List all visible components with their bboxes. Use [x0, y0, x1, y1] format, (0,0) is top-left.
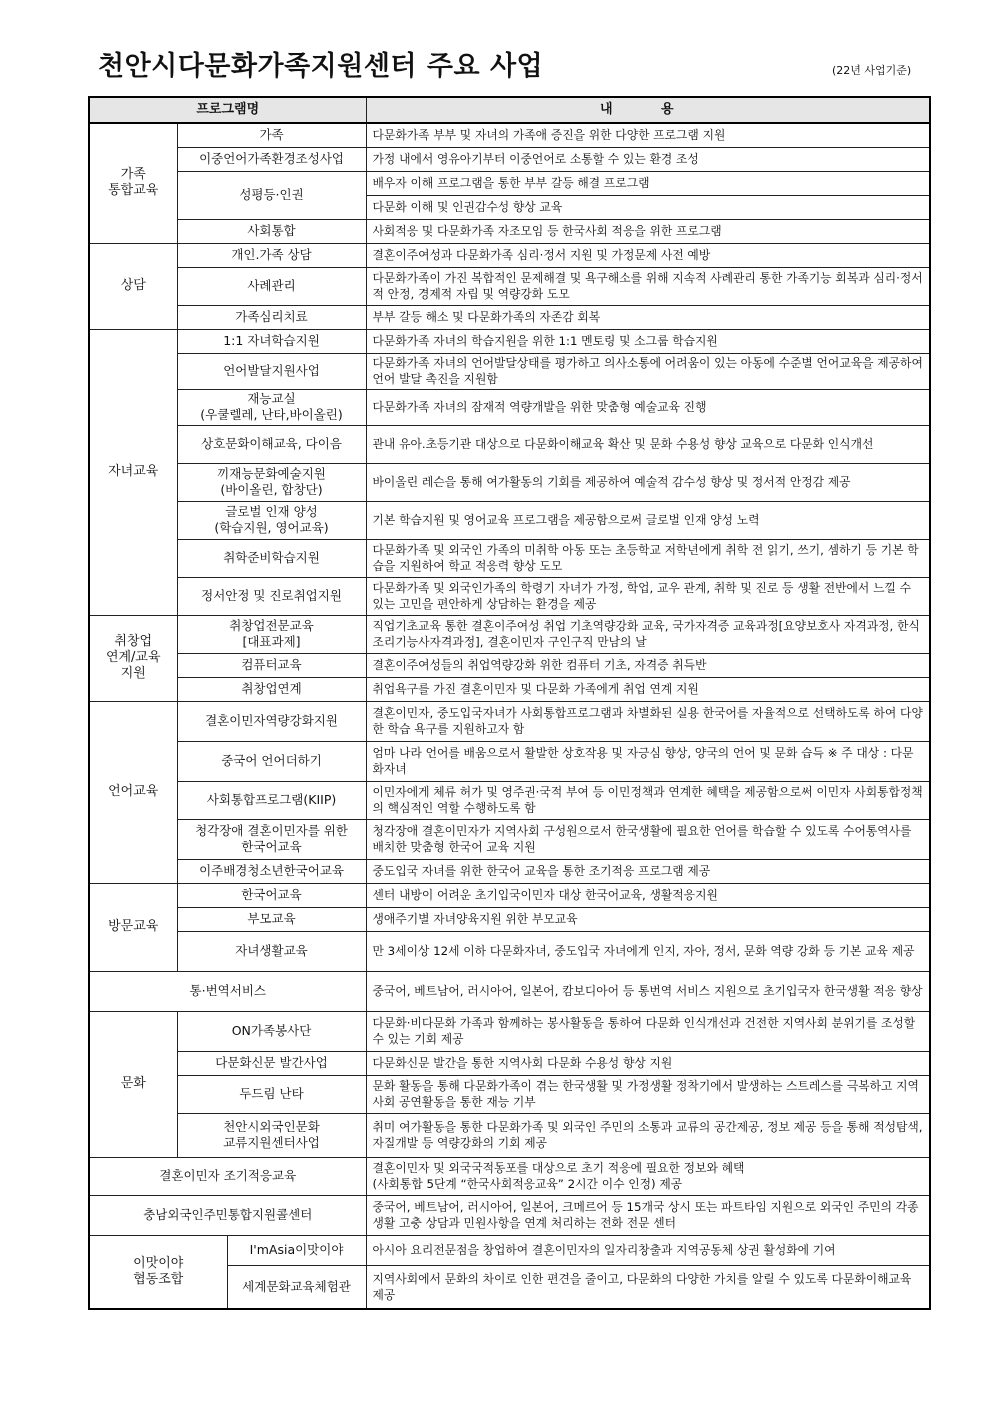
table-row: [89, 701, 930, 741]
program-description: 청각장애 결혼이민자가 지역사회 구성원으로서 한국생활에 필요한 언어를 학습할 수 있도록 수어통역사를 배치한 맞춤형 한국어 교육 지원: [366, 819, 930, 859]
program-name: 언어발달지원사업: [177, 353, 366, 389]
program-description: 중국어, 베트남어, 러시아어, 일본어, 캄보디아어 등 통번역 서비스 지원으로 초기입국자 한국생활 적응 향상: [366, 971, 930, 1011]
program-name: 성평등·인권: [177, 171, 366, 219]
program-description: 다문화가족 자녀의 언어발달상태를 평가하고 의사소통에 어려움이 있는 아동에 수준별 언어교육을 제공하여 언어 발달 촉진을 지원함: [366, 353, 930, 389]
table-row: [89, 305, 930, 329]
category-cell: 이맛이야 협동조합: [89, 1235, 227, 1309]
table-row: [89, 219, 930, 243]
program-description: 생애주기별 자녀양육지원 위한 부모교육: [366, 907, 930, 931]
program-name: 상호문화이해교육, 다이음: [177, 425, 366, 463]
table-row: [89, 243, 930, 267]
program-description: 다문화가족이 가진 복합적인 문제해결 및 욕구해소를 위해 지속적 사례관리 통한 가족기능 회복과 심리·정서적 안정, 경제적 자립 및 역량강화 도모: [366, 267, 930, 305]
program-table: [88, 96, 931, 1310]
category-cell: 가족 통합교육: [89, 123, 177, 243]
program-description: 다문화·비다문화 가족과 함께하는 봉사활동을 통하여 다문화 인식개선과 건전한 지역사회 분위기를 조성할 수 있는 기회 제공: [366, 1011, 930, 1051]
program-name: 1:1 자녀학습지원: [177, 329, 366, 353]
table-body: [89, 123, 930, 1309]
table-row: [89, 539, 930, 577]
program-name: ON가족봉사단: [177, 1011, 366, 1051]
program-description: 부부 갈등 해소 및 다문화가족의 자존감 회복: [366, 305, 930, 329]
header-program: 프로그램명: [89, 97, 366, 123]
program-description: 이민자에게 체류 허가 및 영주권·국적 부여 등 이민정책과 연계한 혜택을 제공함으로써 이민자 사회통합정책의 핵심적인 역할 수행하도록 함: [366, 781, 930, 819]
program-description: 엄마 나라 언어를 배움으로서 활발한 상호작용 및 자긍심 향상, 양국의 언어 및 문화 습득 ※ 주 대상 : 다문화자녀: [366, 741, 930, 781]
program-description: 다문화 이해 및 인권감수성 향상 교육: [366, 195, 930, 219]
program-name: 컴퓨터교육: [177, 653, 366, 677]
program-name: 끼재능문화예술지원 (바이올린, 합창단): [177, 463, 366, 501]
program-description: 바이올린 레슨을 통해 여가활동의 기회를 제공하여 예술적 감수성 향상 및 정서적 안정감 제공: [366, 463, 930, 501]
program-description: 다문화가족 자녀의 학습지원을 위한 1:1 멘토링 및 소그룹 학습지원: [366, 329, 930, 353]
program-description: 직업기초교육 통한 결혼이주여성 취업 기초역량강화 교육, 국가자격증 교육과정[요양보호사 자격과정, 한식조리기능사자격과정], 결혼이민자 구인구직 만남의 날: [366, 615, 930, 653]
program-description: 결혼이주여성들의 취업역량강화 위한 컴퓨터 기초, 자격증 취득반: [366, 653, 930, 677]
table-row: [89, 1235, 930, 1265]
program-description: 취미 여가활동을 통한 다문화가족 및 외국인 주민의 소통과 교류의 공간제공, 정보 제공 등을 통해 적성탐색, 자질개발 등 역량강화의 기회 제공: [366, 1113, 930, 1157]
table-row: [89, 931, 930, 971]
table-row: [89, 389, 930, 425]
program-name: 자녀생활교육: [177, 931, 366, 971]
program-description: 다문화신문 발간을 통한 지역사회 다문화 수용성 향상 지원: [366, 1051, 930, 1075]
table-header-row: [89, 97, 930, 123]
table-row: [89, 501, 930, 539]
basis-note: (22년 사업기준): [832, 64, 912, 77]
table-row: [89, 329, 930, 353]
program-name: 결혼이민자 조기적응교육: [89, 1157, 366, 1195]
table-row: [89, 147, 930, 171]
program-name: 취창업전문교육 [대표과제]: [177, 615, 366, 653]
program-description: 다문화가족 부부 및 자녀의 가족애 증진을 위한 다양한 프로그램 지원: [366, 123, 930, 147]
program-name: 한국어교육: [177, 883, 366, 907]
category-cell: 방문교육: [89, 883, 177, 971]
program-description: 배우자 이해 프로그램을 통한 부부 갈등 해결 프로그램: [366, 171, 930, 195]
program-name: 다문화신문 발간사업: [177, 1051, 366, 1075]
table-row: [89, 615, 930, 653]
program-name: 사례관리: [177, 267, 366, 305]
program-name: 청각장애 결혼이민자를 위한 한국어교육: [177, 819, 366, 859]
table-row: [89, 1157, 930, 1195]
program-name: 취학준비학습지원: [177, 539, 366, 577]
program-name: 결혼이민자역량강화지원: [177, 701, 366, 741]
program-description: 만 3세이상 12세 이하 다문화자녀, 중도입국 자녀에게 인지, 자아, 정서, 문화 역량 강화 등 기본 교육 제공: [366, 931, 930, 971]
table-row: [89, 267, 930, 305]
category-cell: 상담: [89, 243, 177, 329]
header-content: 내 용: [366, 97, 930, 123]
page-title: 천안시다문화가족지원센터 주요 사업: [98, 51, 544, 82]
table-row: [89, 741, 930, 781]
table-row: [89, 819, 930, 859]
program-description: 결혼이주여성과 다문화가족 심리·정서 지원 및 가정문제 사전 예방: [366, 243, 930, 267]
program-description: 취업욕구를 가진 결혼이민자 및 다문화 가족에게 취업 연계 지원: [366, 677, 930, 701]
program-name: 재능교실 (우쿨렐레, 난타,바이올린): [177, 389, 366, 425]
table-row: [89, 883, 930, 907]
program-description: 다문화가족 자녀의 잠재적 역량개발을 위한 맞춤형 예술교육 진행: [366, 389, 930, 425]
program-name: 중국어 언어더하기: [177, 741, 366, 781]
program-description: 아시아 요리전문점을 창업하여 결혼이민자의 일자리창출과 지역공동체 상권 활성화에 기여: [366, 1235, 930, 1265]
program-description: 기본 학습지원 및 영어교육 프로그램을 제공함으로써 글로벌 인재 양성 노력: [366, 501, 930, 539]
table-row: [89, 653, 930, 677]
table-row: [89, 907, 930, 931]
table-row: [89, 781, 930, 819]
category-cell: 취창업 연계/교육 지원: [89, 615, 177, 701]
table-row: [89, 171, 930, 195]
program-name: 충남외국인주민통합지원콜센터: [89, 1195, 366, 1235]
table-row: [89, 859, 930, 883]
program-name: 이중언어가족환경조성사업: [177, 147, 366, 171]
program-description: 다문화가족 및 외국인가족의 학령기 자녀가 가정, 학업, 교우 관계, 취학 및 진로 등 생활 전반에서 느낄 수 있는 고민을 편안하게 상담하는 환경을 제공: [366, 577, 930, 615]
program-name: 개인.가족 상담: [177, 243, 366, 267]
program-description: 관내 유아.초등기관 대상으로 다문화이해교육 확산 및 문화 수용성 향상 교육으로 다문화 인식개선: [366, 425, 930, 463]
program-description: 중도입국 자녀를 위한 한국어 교육을 통한 조기적응 프로그램 제공: [366, 859, 930, 883]
program-name: 이주배경청소년한국어교육: [177, 859, 366, 883]
table-row: [89, 123, 930, 147]
program-name: 가족심리치료: [177, 305, 366, 329]
program-description: 센터 내방이 어려운 초기입국이민자 대상 한국어교육, 생활적응지원: [366, 883, 930, 907]
program-name: 세계문화교육체험관: [227, 1265, 366, 1309]
table-row: [89, 1051, 930, 1075]
program-name: 사회통합: [177, 219, 366, 243]
program-description: 중국어, 베트남어, 러시아어, 일본어, 크메르어 등 15개국 상시 또는 파트타임 지원으로 외국인 주민의 각종 생활 고충 상담과 민원사항을 연계 처리하는 전화 전문 센터: [366, 1195, 930, 1235]
program-name: 취창업연계: [177, 677, 366, 701]
table-row: [89, 463, 930, 501]
category-cell: 자녀교육: [89, 329, 177, 615]
program-description: 가정 내에서 영유아기부터 이중언어로 소통할 수 있는 환경 조성: [366, 147, 930, 171]
category-cell: 문화: [89, 1011, 177, 1157]
program-description: 다문화가족 및 외국인 가족의 미취학 아동 또는 초등학교 저학년에게 취학 전 읽기, 쓰기, 셈하기 등 기본 학습을 지원하여 학교 적응력 향상 도모: [366, 539, 930, 577]
program-name: 천안시외국인문화 교류지원센터사업: [177, 1113, 366, 1157]
program-description: 사회적응 및 다문화가족 자조모임 등 한국사회 적응을 위한 프로그램: [366, 219, 930, 243]
program-description: 문화 활동을 통해 다문화가족이 겪는 한국생활 및 가정생활 정착기에서 발생하는 스트레스를 극복하고 지역사회 공연활동을 통한 재능 기부: [366, 1075, 930, 1113]
program-description: 결혼이민자, 중도입국자녀가 사회통합프로그램과 차별화된 실용 한국어를 자율적으로 선택하도록 하여 다양한 학습 욕구를 지원하고자 함: [366, 701, 930, 741]
program-name: 통·번역서비스: [89, 971, 366, 1011]
program-description: 결혼이민자 및 외국국적동포를 대상으로 초기 적응에 필요한 정보와 혜택 (사회통합 5단계 “한국사회적응교육” 2시간 이수 인정) 제공: [366, 1157, 930, 1195]
table-row: [89, 971, 930, 1011]
table-row: [89, 1195, 930, 1235]
table-row: [89, 577, 930, 615]
table-row: [89, 1075, 930, 1113]
program-name: 가족: [177, 123, 366, 147]
program-name: 정서안정 및 진로취업지원: [177, 577, 366, 615]
table-row: [89, 1113, 930, 1157]
table-row: [89, 1011, 930, 1051]
program-description: 지역사회에서 문화의 차이로 인한 편견을 줄이고, 다문화의 다양한 가치를 알릴 수 있도록 다문화이해교육 제공: [366, 1265, 930, 1309]
program-name: I'mAsia이맛이야: [227, 1235, 366, 1265]
table-row: [89, 677, 930, 701]
program-name: 글로벌 인재 양성 (학습지원, 영어교육): [177, 501, 366, 539]
program-name: 두드림 난타: [177, 1075, 366, 1113]
category-cell: 언어교육: [89, 701, 177, 883]
program-name: 부모교육: [177, 907, 366, 931]
table-row: [89, 353, 930, 389]
program-name: 사회통합프로그램(KIIP): [177, 781, 366, 819]
table-row: [89, 425, 930, 463]
